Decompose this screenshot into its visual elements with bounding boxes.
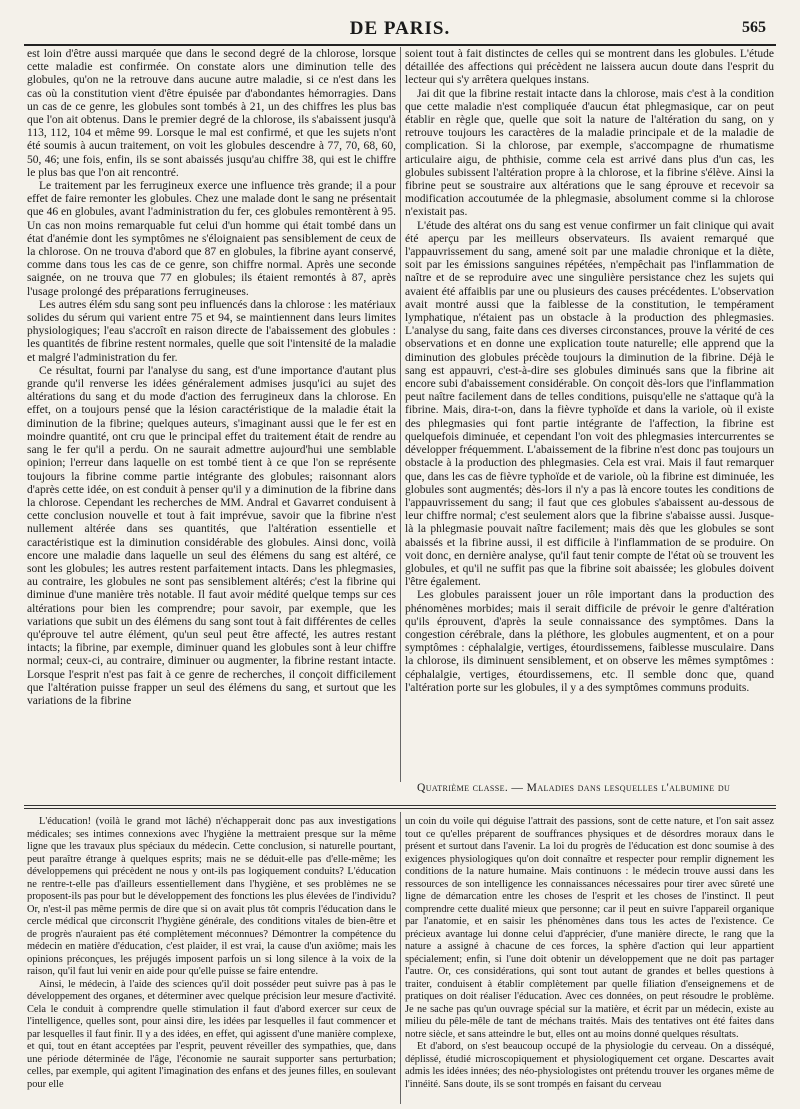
page-header <box>24 16 776 44</box>
feuilleton-rule <box>24 808 776 809</box>
article-column-right <box>405 48 774 780</box>
section-heading-block <box>405 782 774 798</box>
feuilleton-rule <box>24 805 776 806</box>
header-rule <box>24 44 776 46</box>
paragraph: est loin d'être aussi marquée que dans le second degré de la chlorose, lorsque cette maladie est confirmée. On constate alors une diminution telle des globules, qu'on ne la retrouve dans aucune autre maladie, si ce n'est dans les cas où la constitution vient d'être épuisée par d'abondantes hémorragies. Dans un cas de ce genre, les globules sont tombés à 21, un des chiffres les plus bas que l'on ait obtenus. Dans le premier degré de la chlorose, ils s'abaissent jusqu'à 113, 112, 104 et même 99. Lorsque le mal est confirmé, et que les sujets n'ont été soumis à aucun traitement, on voit les globules descendre à 77, 70, 68, 60, 50, 46; une fois, enfin, ils se sont abaissés jusqu'au chiffre 38, qui est le chiffre le plus bas que l'on ait rencontré. <box>27 48 396 179</box>
paragraph: Ainsi, le médecin, à l'aide des sciences qu'il doit posséder peut suivre pas à pas le développement des organes, et déterminer avec quelque précision leur mesure d'activité. Cela le conduit à comprendre quelle stimulation il faut d'abord exercer sur ceux de l'intelligence, quelles sont, pour ainsi dire, les idées par lesquelles il faut commencer et par lesquelles il faut finir. Il y a des idées, en effet, qui agissent d'une manière complexe, et qui, tout en étant acceptées par l'esprit, peuvent réveiller des sympathies, que, dans une période déterminée de l'âge, l'économie ne saurait supporter sans perturbation; celles, par exemple, qui agitent l'imagination des enfans et des jeunes filles, en soulevant pour elle <box>27 978 396 1090</box>
paragraph: Les autres élém sdu sang sont peu influencés dans la chlorose : les matériaux solides du sérum qui varient entre 75 et 94, se maintiennent dans leurs limites physiologiques; l'eau s'accroît en raison directe de l'abaissement des globules : les quantités de fibrine restent normales, quelle que soit l'intensité de la maladie et malgré l'administration du fer. <box>27 298 396 364</box>
feuilleton-column-right <box>405 816 774 1106</box>
paragraph: Et d'abord, on s'est beaucoup occupé de la physiologie du cerveau. On a disséqué, déplissé, étudié microscopiquement et physiologiquement cet organe. Descartes avait admis les idées innées; des néo-physiologistes ont prétendu trouver les organes même de l'innéité. Sans doute, ils se sont trompés en faisant du cerveau <box>405 1041 774 1090</box>
paragraph: un coin du voile qui déguise l'attrait des passions, sont de cette nature, et l'on sait assez tout ce qu'elles préparent de souffrances physiques et de désordres moraux dans le présent et surtout dans l'avenir. La loi du progrès de l'éducation est donc soumise à des exigences physiologiques qu'on doit connaître et respecter pour remplir dignement les conditions de la nature humaine. Mais continuons : le médecin trouve aussi dans les ressources de son intelligence les connaissances nécessaires pour tirer avec sûreté une ligne de démarcation entre les choses de l'esprit et les choses de l'instinct. Il peut comprendre cette dualité mieux que personne; car il peut en suivre l'appareil organique par l'anatomie, et en saisir les phénomènes dans tous les actes de l'existence. Ce précieux avantage lui donne celui d'apprécier, d'une manière directe, le rang que la nature a assigné à chacune de ces forces, la sphère d'action qui leur appartient spécialement; enfin, si l'une doit obtenir un développement que ne doit pas partager l'autre. Or, ces considérations, qui sont tout autant de grandes et belles questions à traiter, conduisent à établir complètement par quelle filiation d'enseignemens et de pratiques on doit réaliser l'éducation. Avec ces données, on peut résoudre le problème. Je ne sache pas qu'un ouvrage spécial sur la matière, et écrit par un médecin, existe au milieu du pêle-mêle de tant de méchans traités. Mais des tentatives ont été faites dans notre siècle, et sans atteindre le but, elles ont au moins donné quelques résultats. <box>405 816 774 1040</box>
section-heading: Quatrième classe. — Maladies dans lesquelles l'albumine du <box>417 782 731 794</box>
paragraph: Le traitement par les ferrugineux exerce une influence très grande; il a pour effet de faire remonter les globules. Chez une malade dont le sang ne présentait que 46 en globules, avant l'administration du fer, ces globules remontèrent à 95. Un cas non moins remarquable fut celui d'un homme qui était tombé dans un état d'anémie dont les symptômes ne s'éloignaient pas sensiblement de ceux de la chlorose. On ne trouva d'abord que 87 en globules, la fibrine ayant conservé, comme dans tous les cas de ce genre, son chiffre normal. Après une seconde saignée, on ne trouva que 77 en globules; ils étaient remontés à 87, après l'usage prolongé des préparations ferrugineuses. <box>27 180 396 298</box>
page-title: DE PARIS. <box>349 18 451 39</box>
column-divider-bottom <box>400 812 401 1104</box>
paragraph: L'étude des altérat ons du sang est venue confirmer un fait clinique qui avait été aperçu par les meilleurs observateurs. Ils avaient remarqué que l'appauvrissement du sang, amené soit par une maladie chronique et la diète, soit par les émissions sanguines répétées, n'empêchait pas l'inflammation de naître et de se reproduire avec une singulière persistance chez les sujets qui avaient été affaiblis par une ou plusieurs des causes précédentes. L'observation avait montré aussi que la faiblesse de la constitution, le tempérament lymphatique, n'étaient pas un obstacle à la production des phlegmasies. L'analyse du sang, faite dans ces diverses circonstances, prouve la vérité de ces observations et en donne une explication toute naturelle; elle apprend que la diminution des globules précède toujours la diminution de la fibrine. Déjà le sang est appauvri, c'est-à-dire ses globules diminués sans que la fibrine ait encore subi d'abaissement considérable. On conçoit dès-lors que l'inflammation peut naître facilement dans de telles conditions, puisqu'elle ne s'attaque qu'à la fibrine. Mais, dira-t-on, dans la fièvre typhoïde et dans la variole, où il existe des phlegmasies qui font partie intégrante de l'affection, la fibrine est quelquefois diminuée, et cependant l'on voit des phlegmasies intercurrentes se développer fréquemment. L'abaissement de la fibrine n'est donc pas toujours un obstacle à la production des phlegmasies. Cela est vrai. Mais il faut remarquer que, dans les cas de fièvre typhoïde et de variole, où la fibrine est diminuée, les globules sont augmentés; dès-lors il n'y a pas là encore toutes les conditions de l'appauvrissement du sang; il faut que ces globules s'abaissent au-dessous de leur chiffre normal; c'est seulement alors que la fibrine s'abaisse aussi. Jusque-là la phlegmasie pouvait naître facilement; mais dès que les globules se sont abaissés et la fibrine aussi, il est difficile à l'inflammation de se produire. On voit donc, en dernière analyse, qu'il faut tenir compte de l'état où se trouvent les globules, et qu'il ne suffit pas que la fibrine soit abaissée; les globules doivent l'être également. <box>405 219 774 589</box>
paragraph: L'éducation! (voilà le grand mot lâché) n'échapperait donc pas aux investigations médicales; ses intimes connexions avec l'hygiène la mettraient presque sur la même ligne que les travaux plus spéciaux du médecin. Cette conclusion, si naturelle pourtant, peut paraître étrange à quelques esprits; mais ne se déduit-elle pas d'elle-même; les développemens qui précèdent ne nous y ont-ils pas logiquement conduits? L'éducation ne rentre-t-elle pas d'ailleurs essentiellement dans l'hygiène, et ses problèmes ne se proposent-ils pas pour but le développement des fonctions les plus élevées de l'individu? Or, n'est-il pas même permis de dire que si on avait plus tôt compris l'éducation dans le cercle médical que circonscrit l'hygiène générale, des conditions vitales de bien-être et de progrès n'auraient pas été complètement méconnues? Démontrer la compétence du médecin en matière d'éducation, c'est plaider, il est vrai, la cause d'un axiôme; mais les opinions préconçues, les préjugés imposent parfois un si long silence à la voix de la raison, qu'il faut lui venir en aide pour qu'elle puisse se faire entendre. <box>27 816 396 977</box>
column-divider-top <box>400 47 401 782</box>
feuilleton-column-left <box>27 816 396 1106</box>
article-column-left <box>27 48 396 782</box>
paragraph: Les globules paraissent jouer un rôle important dans la production des phénomènes morbides; mais il serait difficile de prévoir le genre d'altération qu'ils éprouvent, d'après la seule connaissance des symptômes. Dans la congestion cérébrale, dans la pléthore, les globules augmentent, et on a pour symptômes : céphalalgie, vertiges, étourdissemens, faiblesse musculaire. Dans la chlorose, ils diminuent sensiblement, et on observe les mêmes symptômes : céphalalgie, vertiges, étourdissemens, etc. Il semble donc que, quand l'altération porte sur les globules, il y a des symptômes communs produits. <box>405 589 774 694</box>
paragraph: soient tout à fait distinctes de celles qui se montrent dans les globules. L'étude détaillée des affections qui précèdent ne laissera aucun doute dans l'esprit du lecteur qui s'y arrêtera quelques instans. <box>405 48 774 87</box>
page-number: 565 <box>742 19 766 36</box>
paragraph: Jai dit que la fibrine restait intacte dans la chlorose, mais c'est à la condition que cette maladie n'est compliquée d'aucun état phlegmasique, car on peut établir en règle que, quelle que soit la nature de l'altération du sang, on y retrouve toujours les caractères de la maladie principale et de la maladie de complication. Si la chlorose, par exemple, s'accompagne de rhumatisme articulaire aigu, de phthisie, comme cela est arrivé dans plus d'un cas, les globules subissent l'altération propre à la chlorose, et la fibrine s'élève. Ainsi la fibrine peut se soustraire aux altérations que le sang éprouve et recevoir sa modification accoutumée de la phlegmasie, absolument comme si la chlorose n'existait pas. <box>405 87 774 219</box>
paragraph: Ce résultat, fourni par l'analyse du sang, est d'une importance d'autant plus grande qu'il renverse les idées généralement admises jusqu'ici au sujet des altérations du sang et du mode d'action des ferrugineux dans la chlorose. En effet, on a toujours pensé que la lésion caractéristique de la maladie était la diminution de la fibrine; quelques auteurs, s'imaginant aussi que le fer est en moindre quantité, ont cru que le principal effet du traitement était de rendre au sang le fer qu'il a perdu. On ne saurait admettre aujourd'hui une semblable opinion; l'erreur dans laquelle on est tombé tient à ce que l'on se représente toujours la fibrine comme partie intégrante des globules; raisonnant alors d'après cette idée, on est conduit à penser qu'il y a diminution de la fibrine dans la chlorose. Cependant les recherches de MM. Andral et Gavarret conduisent à cette conclusion nouvelle et tout à fait imprévue, savoir que la fibrine n'est nullement altérée dans ses quantités, que l'altération essentielle et caractéristique est la diminution considérable des globules. Ainsi donc, voilà encore une maladie dans laquelle un seul des élémens du sang est altéré, ce sont les globules; les autres restent parfaitement intacts. Dans les phlegmasies, au contraire, les globules ne sont pas sensiblement altérés; c'est la fibrine qui diminue d'une manière très notable. Il faut avoir médité quelque temps sur ces altérations pour bien les comprendre; pour savoir, par exemple, que les variations que subit un des élémens du sang sont tout à fait différentes de celles qu'éprouve tel autre élément, qu'un seul peut être affecté, les autres restant intacts; la fibrine, par exemple, diminuer quand les globules sont à leur chiffre normal; ceux-ci, au contraire, diminuer ou augmenter, la fibrine restant intacte. Lorsque l'esprit n'est pas fait à ce genre de recherches, il conçoit difficilement que l'altération puisse frapper un seul des élémens du sang, et surtout que les variations de la fibrine <box>27 364 396 707</box>
